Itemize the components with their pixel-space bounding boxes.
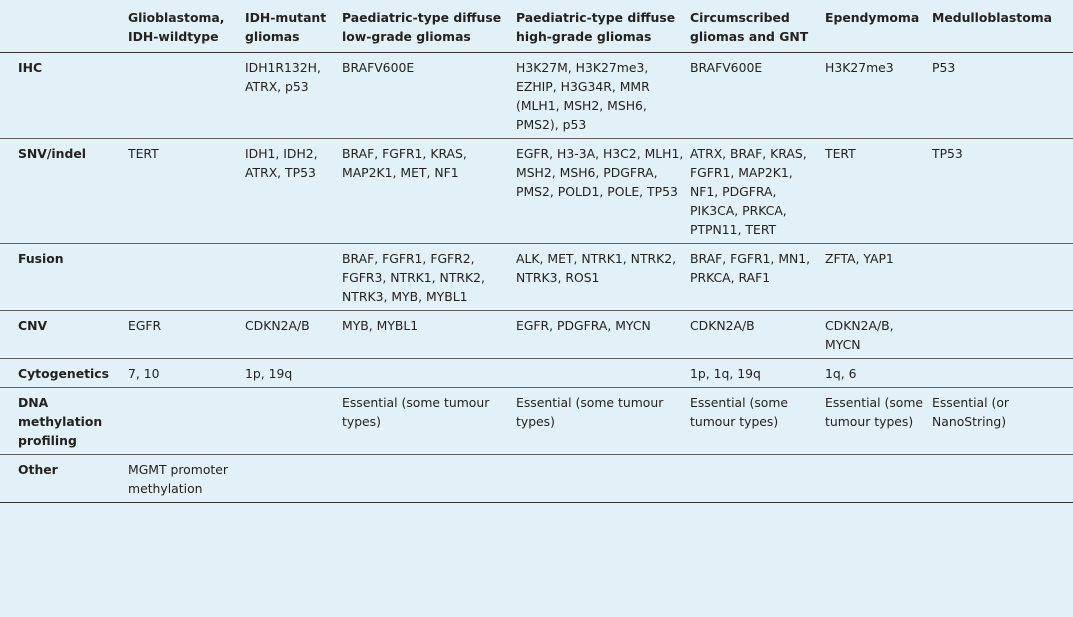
table-cell: Essential (some tumour types): [690, 395, 789, 429]
table-cell: Essential (some tumour types): [342, 395, 490, 429]
table-cell: ZFTA, YAP1: [825, 251, 894, 266]
table-cell: 1p, 1q, 19q: [690, 366, 761, 381]
table-cell: BRAF, FGFR1, FGFR2, FGFR3, NTRK1, NTRK2, NTRK3, MYB, MYBL1: [342, 251, 485, 304]
table-cell: [342, 455, 516, 503]
table-cell: CDKN2A/B: [690, 318, 755, 333]
table-cell: [932, 359, 1073, 388]
table-cell: [245, 244, 342, 311]
table-cell: [128, 388, 245, 455]
table-cell: Essential (some tumour types): [516, 395, 664, 429]
row-label-fusion: Fusion: [18, 251, 64, 266]
header-cell-paediatric-low-grade: Paediatric-type diffuse low-grade gliomas: [342, 10, 502, 44]
table-cell: [690, 455, 825, 503]
table-row-ihc: [0, 53, 1073, 139]
row-label-cnv: CNV: [18, 318, 48, 333]
table-cell: Essential (some tumour types): [825, 395, 924, 429]
table-cell: [516, 359, 690, 388]
row-label-other: Other: [18, 462, 58, 477]
table-cell: MGMT promoter methylation: [128, 462, 228, 496]
table-cell: ALK, MET, NTRK1, NTRK2, NTRK3, ROS1: [516, 251, 677, 285]
table-cell: TP53: [932, 146, 963, 161]
table-row-fusion: [0, 244, 1073, 311]
table-cell: MYB, MYBL1: [342, 318, 419, 333]
header-cell-circumscribed-gnt: Circumscribed gliomas and GNT: [690, 10, 809, 44]
table-cell: [342, 359, 516, 388]
table-cell: BRAFV600E: [690, 60, 763, 75]
table-cell: [932, 311, 1073, 359]
header-cell-row-label: [0, 0, 128, 53]
table-cell: EGFR, H3-3A, H3C2, MLH1, MSH2, MSH6, PDGFRA, PMS2, POLD1, POLE, TP53: [516, 146, 684, 199]
table-cell: IDH1R132H, ATRX, p53: [245, 60, 321, 94]
table-cell: [825, 455, 932, 503]
table-cell: BRAF, FGFR1, KRAS, MAP2K1, MET, NF1: [342, 146, 467, 180]
table-row-cnv: [0, 311, 1073, 359]
table-cell: [245, 388, 342, 455]
table-cell: IDH1, IDH2, ATRX, TP53: [245, 146, 318, 180]
row-label-dna-methylation: DNA methylation profiling: [18, 395, 103, 448]
table-cell: P53: [932, 60, 956, 75]
header-cell-glioblastoma: Glioblastoma, IDH-wildtype: [128, 10, 225, 44]
table-cell: [516, 455, 690, 503]
header-row: [0, 0, 1073, 53]
table-cell: EGFR, PDGFRA, MYCN: [516, 318, 651, 333]
table-cell: BRAFV600E: [342, 60, 415, 75]
table-cell: H3K27me3: [825, 60, 894, 75]
table-cell: Essential (or NanoString): [932, 395, 1009, 429]
table-cell: BRAF, FGFR1, MN1, PRKCA, RAF1: [690, 251, 811, 285]
header-cell-idh-mutant: IDH-mutant gliomas: [245, 10, 327, 44]
table-cell: [245, 455, 342, 503]
table-cell: TERT: [128, 146, 159, 161]
table-cell: [932, 244, 1073, 311]
row-label-ihc: IHC: [18, 60, 43, 75]
table-cell: 1p, 19q: [245, 366, 293, 381]
table-cell: CDKN2A/B: [245, 318, 310, 333]
header-cell-ependymoma: Ependymoma: [825, 10, 920, 25]
table-cell: 1q, 6: [825, 366, 857, 381]
table-row-cytogenetics: [0, 359, 1073, 388]
table-cell: EGFR: [128, 318, 162, 333]
table-cell: [932, 455, 1073, 503]
table-cell: 7, 10: [128, 366, 160, 381]
table-cell: [128, 244, 245, 311]
table-row-dna-methylation: [0, 388, 1073, 455]
table-cell: TERT: [825, 146, 856, 161]
table-cell: CDKN2A/B, MYCN: [825, 318, 894, 352]
header-cell-medulloblastoma: Medulloblastoma: [932, 10, 1052, 25]
table-cell: ATRX, BRAF, KRAS, FGFR1, MAP2K1, NF1, PDGFRA, PIK3CA, PRKCA, PTPN11, TERT: [690, 146, 807, 237]
table-cell: H3K27M, H3K27me3, EZHIP, H3G34R, MMR (MLH1, MSH2, MSH6, PMS2), p53: [516, 60, 650, 132]
header-cell-paediatric-high-grade: Paediatric-type diffuse high-grade gliomas: [516, 10, 676, 44]
table-cell: [128, 53, 245, 139]
table-row-other: [0, 455, 1073, 503]
row-label-snv-indel: SNV/indel: [18, 146, 86, 161]
table-row-snv-indel: [0, 139, 1073, 244]
row-label-cytogenetics: Cytogenetics: [18, 366, 109, 381]
